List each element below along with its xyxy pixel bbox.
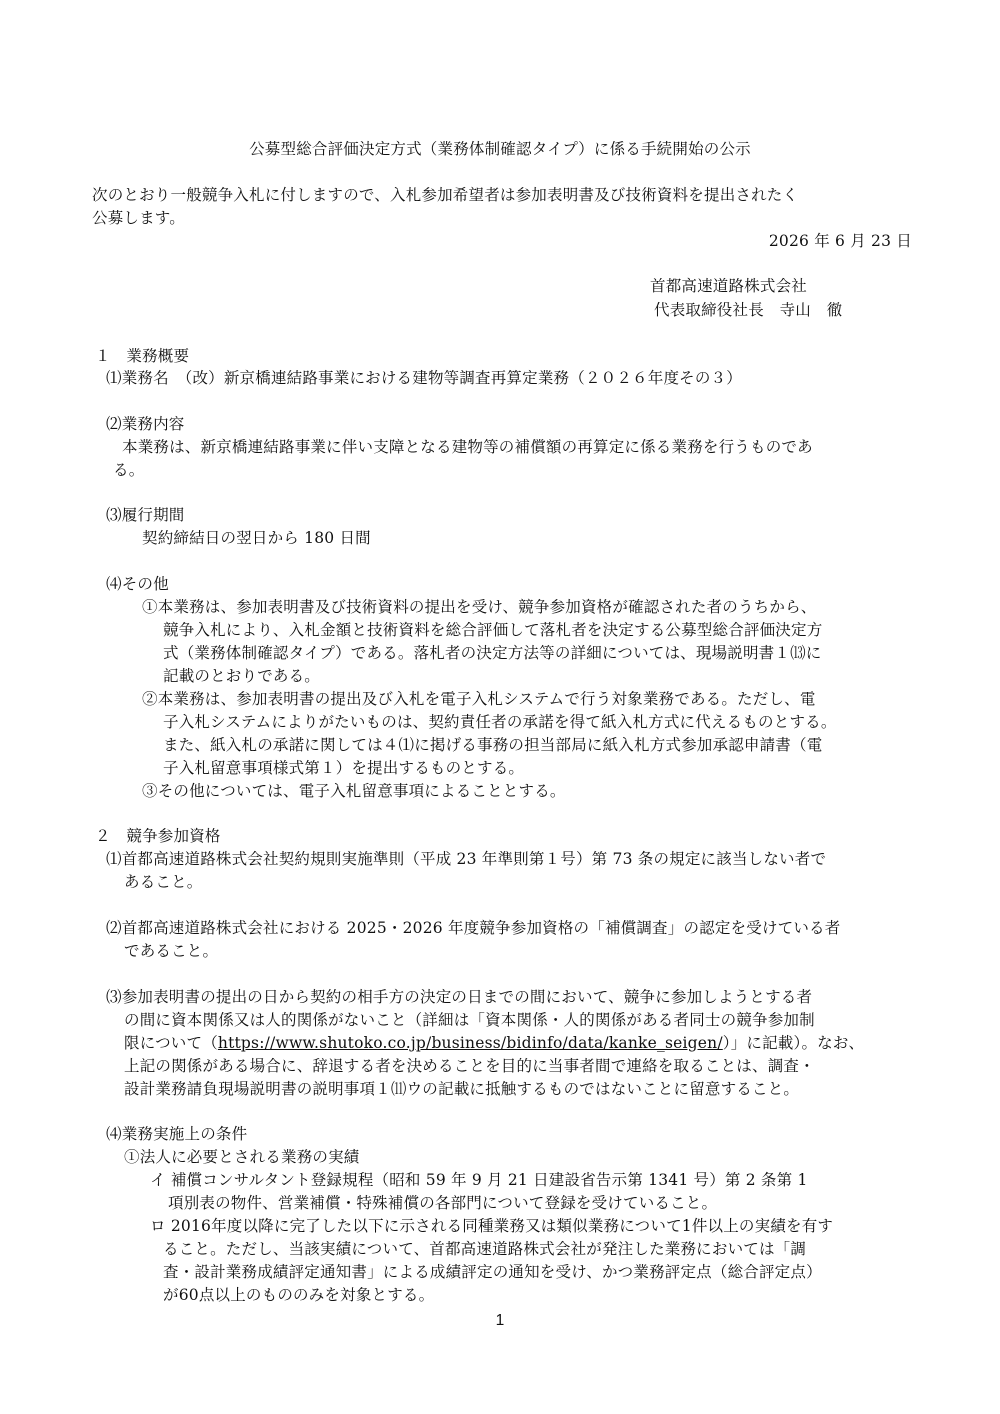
issue-date: 2026 年 6 月 23 日	[768, 232, 912, 250]
section2-item2-line-2: であること。	[124, 942, 219, 960]
section1-item4-line-3: 式（業務体制確認タイプ）である。落札者の決定方法等の詳細については、現場説明書１⒀に	[163, 644, 822, 662]
section2-item3-line-1: ⑶参加表明書の提出の日から契約の相手方の決定の日までの間において、競争に参加しようとする者	[106, 988, 813, 1006]
section1-item1: ⑴業務名 （改）新京橋連結路事業における建物等調査再算定業務（２０２６年度その３）	[106, 369, 742, 387]
section1-item4-line-6: 子入札システムによりがたいものは、契約責任者の承諾を得て紙入札方式に代えるものとする。	[163, 713, 837, 731]
section2-item3-line-4: 上記の関係がある場合に、辞退する者を決めることを目的に当事者間で連絡を取ることは、調査・	[124, 1057, 815, 1075]
section1-item4-line-1: ①本業務は、参加表明書及び技術資料の提出を受け、競争参加資格が確認された者のうちから、	[142, 598, 817, 616]
kanke-seigen-link[interactable]: https://www.shutoko.co.jp/business/bidinfo/data/kanke_seigen/	[217, 1034, 723, 1052]
section1-item3-text: 契約締結日の翌日から 180 日間	[142, 529, 371, 547]
text-segment: 限について（	[124, 1034, 218, 1052]
page-number: 1	[495, 1312, 505, 1329]
section1-item4-line-2: 競争入札により、入札金額と技術資料を総合評価して落札者を決定する公募型総合評価決定方	[163, 621, 823, 639]
section1-item2-heading: ⑵業務内容	[106, 415, 185, 433]
intro-line-2: 公募します。	[92, 209, 185, 227]
section1-item2-line-1: 本業務は、新京橋連結路事業に伴い支障となる建物等の補償額の再算定に係る業務を行うものであ	[122, 438, 813, 456]
section2-item4-ro-line-3: 査・設計業務成績評定通知書」による成績評定の通知を受け、かつ業務評定点（総合評定点）	[163, 1263, 822, 1281]
issuer-representative: 代表取締役社長 寺山 徹	[654, 301, 843, 319]
section2-heading: ２ 競争参加資格	[95, 827, 221, 845]
section2-item4-heading: ⑷業務実施上の条件	[106, 1125, 248, 1143]
section2-item1-line-1: ⑴首都高速道路株式会社契約規則実施準則（平成 23 年準則第１号）第 73 条の規定に該当しない者で	[106, 850, 827, 868]
section1-heading: １ 業務概要	[95, 347, 190, 365]
section1-item2-line-2: る。	[113, 461, 145, 479]
section2-item4-i-line-1: イ 補償コンサルタント登録規程（昭和 59 年 9 月 21 日建設省告示第 1341 号）第 2 条第 1	[150, 1171, 808, 1189]
section1-item3-heading: ⑶履行期間	[106, 506, 185, 524]
section2-item4-ro-line-1: ロ 2016年度以降に完了した以下に示される同種業務又は類似業務について1件以上の実績を有す	[150, 1217, 834, 1235]
section1-item4-line-5: ②本業務は、参加表明書の提出及び入札を電子入札システムで行う対象業務である。ただし、電	[142, 690, 816, 708]
section2-item4-ro-line-2: ること。ただし、当該実績について、首都高速道路株式会社が発注した業務においては「調	[163, 1240, 807, 1258]
section1-item4-line-4: 記載のとおりである。	[163, 667, 321, 685]
section2-item3-line-5: 設計業務請負現場説明書の説明事項１⑾ウの記載に抵触するものではないことに留意すること。	[124, 1080, 800, 1098]
section2-item2-line-1: ⑵首都高速道路株式会社における 2025・2026 年度競争参加資格の「補償調査」の認定を受けている者	[106, 919, 841, 937]
section2-item1-line-2: あること。	[124, 873, 203, 891]
section1-item4-line-8: 子入札留意事項様式第１）を提出するものとする。	[163, 759, 525, 777]
section2-item3-line-3	[124, 1033, 864, 1053]
section1-item4-heading: ⑷その他	[106, 575, 169, 593]
issuer-company: 首都高速道路株式会社	[650, 277, 808, 295]
intro-line-1: 次のとおり一般競争入札に付しますので、入札参加希望者は参加表明書及び技術資料を提出されたく	[92, 186, 799, 204]
page-title: 公募型総合評価決定方式（業務体制確認タイプ）に係る手続開始の公示	[249, 140, 751, 158]
text-segment: ）」に記載）。なお、	[722, 1034, 865, 1052]
section2-item4-sub: ①法人に必要とされる業務の実績	[124, 1148, 360, 1166]
section2-item4-ro-line-4: が60点以上のもののみを対象とする。	[163, 1286, 435, 1304]
section1-item4-line-9: ③その他については、電子入札留意事項によることとする。	[142, 782, 566, 800]
section1-item4-line-7: また、紙入札の承諾に関しては４⑴に掲げる事務の担当部局に紙入札方式参加承認申請書（電	[163, 736, 823, 754]
section2-item3-line-2: の間に資本関係又は人的関係がないこと（詳細は「資本関係・人的関係がある者同士の競争参加制	[124, 1011, 815, 1029]
section2-item4-i-line-2: 項別表の物件、営業補償・特殊補償の各部門について登録を受けていること。	[168, 1194, 718, 1212]
